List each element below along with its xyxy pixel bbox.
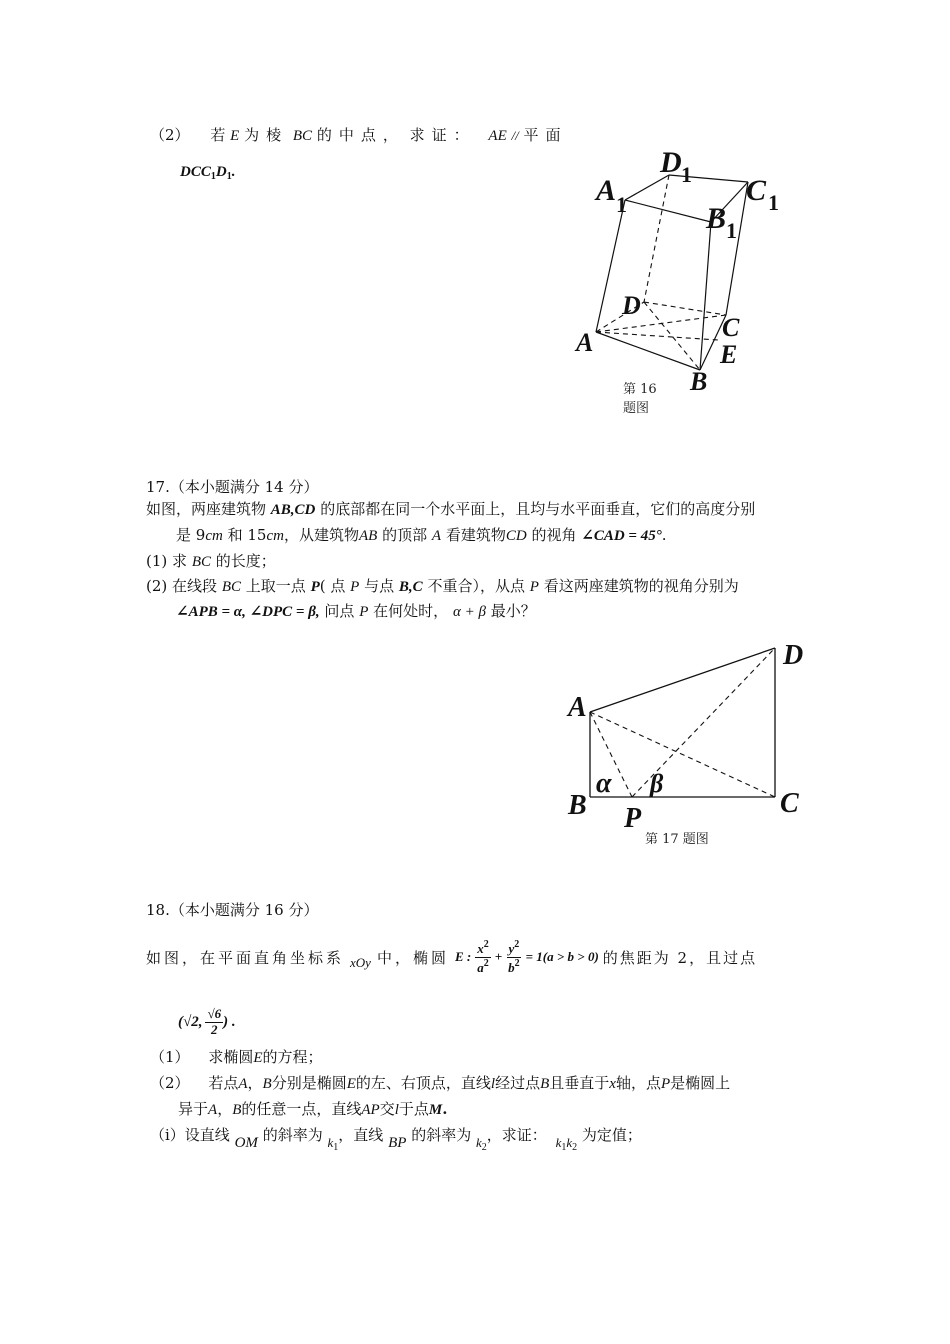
q17-text: (1) 求 (146, 552, 188, 570)
label-d1: D (660, 146, 682, 179)
q17-line2 (176, 524, 667, 545)
q18-text: 中，椭圆 (376, 948, 449, 967)
q18-text: 经过点 (495, 1074, 541, 1092)
q16-text: 求证： (409, 126, 476, 144)
label-e: E (720, 340, 738, 369)
q17-unit: cm (205, 528, 223, 544)
q16-plane-d: D (215, 164, 227, 180)
figure-17-buildings (560, 636, 820, 836)
q18-text: 轴，点 (615, 1074, 661, 1092)
q18-text: 交 (379, 1100, 395, 1118)
q17-text: ( 点 (319, 577, 346, 595)
hidden-edge-d-c (644, 302, 726, 315)
q17-var: AB,CD (270, 502, 316, 518)
q17-text: 在何处时， (373, 602, 449, 620)
q18-text: 分别是椭圆 (271, 1074, 347, 1092)
edge-a1-a (596, 200, 625, 332)
q18-var-k: k (327, 1135, 334, 1150)
q18-text: 的斜率为 (411, 1126, 472, 1144)
q16-var-e: E (230, 128, 240, 144)
q17-var: BC (221, 579, 241, 595)
q18-line1 (146, 932, 757, 982)
q16-text: 平面 (523, 126, 568, 144)
line-a-d (590, 648, 775, 712)
q16-sub: 1 (226, 171, 232, 182)
q18-part2 (150, 1072, 730, 1093)
q17-var: CD (505, 528, 527, 544)
q18-text: . (442, 1100, 448, 1118)
q18-var-xoy: xOy (350, 955, 371, 970)
q18-x: x (477, 941, 484, 957)
q17-text: (2) 在线段 (146, 577, 218, 595)
q18-equation-rhs: = 1(a > b > 0) (525, 949, 599, 964)
q17-text: . (661, 526, 667, 544)
q17-var: P (529, 579, 539, 595)
figure-16-parallelepiped (560, 130, 820, 400)
q18-var: B (262, 1076, 272, 1092)
hidden-edge-d1-d (644, 175, 669, 302)
q17-text: 如图，两座建筑物 (146, 500, 267, 518)
label-b1-sub: 1 (726, 218, 737, 243)
q18-var-k: k (475, 1135, 482, 1150)
q18-var: B (540, 1076, 550, 1092)
q17-text: 的顶部 (382, 526, 428, 544)
q18-sub: 2 (572, 1142, 578, 1153)
q17-text: 的长度； (215, 552, 276, 570)
q18-var: M (428, 1102, 443, 1118)
label-d: D (783, 640, 804, 671)
q18-var: B (232, 1102, 242, 1118)
label-c1-sub: 1 (768, 190, 779, 215)
q17-var: BC (191, 554, 211, 570)
q18-frac-x (475, 939, 491, 975)
q18-sup: 2 (483, 939, 489, 951)
q18-text: 异于 (178, 1100, 209, 1118)
q18-text: 的方程； (262, 1048, 323, 1066)
q18-text: （2） (150, 1074, 190, 1092)
q17-text: 上取一点 (245, 577, 306, 595)
q18-sub: 1 (333, 1142, 339, 1153)
q18-var: E (253, 1050, 263, 1066)
q18-var: A (208, 1102, 218, 1118)
label-b: B (690, 367, 708, 396)
q18-frac-y (506, 939, 522, 975)
q18-text: 若点 (208, 1074, 239, 1092)
q18-text: 的斜率为 (262, 1126, 323, 1144)
label-p: P (624, 803, 642, 834)
q18-text: ，直线 (338, 1126, 384, 1144)
q18-sqrt6: √6 (207, 1006, 222, 1022)
q18-var-k: k (555, 1135, 562, 1150)
q16-plane-dcc: DCC (180, 164, 211, 180)
q17-heading: 17.（本小题满分 14 分） (146, 478, 319, 496)
label-c1: C (746, 174, 767, 207)
edge-b1-b (700, 222, 711, 370)
q18-var: l (490, 1076, 496, 1092)
q17-text: 不重合），从点 (427, 577, 525, 595)
q17-var: B,C (398, 579, 423, 595)
q18-sub: 1 (561, 1142, 567, 1153)
q18-text: 如图，在平面直角坐标系 (146, 948, 345, 967)
q17-var: P (310, 579, 320, 595)
q18-var: AP (361, 1102, 380, 1118)
label-b: B (568, 790, 587, 821)
q18-var: BP (388, 1135, 407, 1151)
q17-text: 问点 (324, 602, 355, 620)
q17-unit: cm (266, 528, 284, 544)
q16-sub: 1 (210, 171, 216, 182)
q17-var: P (350, 579, 360, 595)
label-c: C (780, 788, 799, 819)
q17-part2-cont (176, 600, 536, 621)
q18-var: x (609, 1076, 616, 1092)
label-a: A (576, 328, 594, 357)
edge-a1-b1 (625, 200, 711, 222)
label-d: D (622, 291, 641, 320)
q17-text: 的视角 (531, 526, 577, 544)
q18-part2-i (150, 1124, 642, 1153)
q18-text: 且垂直于 (549, 1074, 610, 1092)
q18-var-k: k (566, 1135, 573, 1150)
q16-text: 的中点， (316, 126, 405, 144)
q18-text: （1） (150, 1048, 190, 1066)
q17-text: 是 9 (176, 526, 206, 544)
q18-text: （ⅰ）设直线 (150, 1126, 230, 1144)
q18-text: 于点 (398, 1100, 429, 1118)
q17-line1 (146, 498, 755, 519)
label-c: C (722, 313, 740, 342)
q17-text: 看建筑物 (445, 526, 506, 544)
q16-text: 为棱 (244, 126, 289, 144)
q18-text: 求椭圆 (208, 1048, 254, 1066)
q17-sum: α + β (452, 604, 486, 620)
figure-16-caption-line1: 第 16 (623, 382, 657, 397)
q18-den2: 2 (211, 1021, 218, 1037)
dash-a-c (590, 712, 775, 797)
q18-text: 为定值； (581, 1126, 642, 1144)
q16-part2-line1 (150, 124, 568, 145)
figure-16-caption-line2: 题图 (623, 401, 650, 416)
q18-sup: 2 (514, 939, 520, 951)
q18-a: a (477, 959, 484, 975)
q18-var: l (394, 1102, 399, 1118)
q18-text: ， (217, 1100, 233, 1118)
q18-sup: 2 (514, 957, 520, 969)
q17-angle: ∠CAD = 45° (581, 528, 662, 544)
q17-text: 和 15 (227, 526, 267, 544)
q17-text: 的底部都在同一个水平面上，且均与水平面垂直，它们的高度分别 (320, 500, 756, 518)
q18-text: 的任意一点，直线 (241, 1100, 362, 1118)
q16-parallel-symbol: // (511, 128, 519, 143)
q18-heading: 18.（本小题满分 16 分） (146, 901, 319, 919)
q17-text: 最小？ (490, 602, 536, 620)
q18-point-open: (√2, (178, 1013, 203, 1030)
q18-ellipse-name: E : (454, 949, 472, 964)
q18-y: y (508, 941, 515, 957)
q17-part1 (146, 550, 276, 571)
q16-var-bc: BC (292, 128, 313, 144)
q17-text: 与点 (364, 577, 395, 595)
figure-17-caption: 第 17 题图 (645, 832, 709, 847)
q16-text: 若 (210, 126, 226, 144)
q18-text: 的焦距为 2，且过点 (602, 948, 758, 967)
q17-text: ，从建筑物 (283, 526, 359, 544)
q17-angles: ∠APB = α, ∠DPC = β, (176, 604, 320, 620)
q16-plane-name (180, 164, 235, 182)
q18-frac-sqrt6 (205, 1007, 223, 1037)
q18-plus: + (494, 949, 503, 964)
q18-sup: 2 (483, 957, 489, 969)
label-beta: β (650, 769, 664, 798)
q17-text: 看这两座建筑物的视角分别为 (543, 577, 739, 595)
q17-var: P (359, 604, 369, 620)
label-alpha: α (596, 768, 612, 799)
q18-point-close: ) . (223, 1013, 236, 1030)
q16-dot: . (231, 164, 236, 180)
q18-sub: 2 (481, 1142, 487, 1153)
q17-var: A (431, 528, 442, 544)
q17-var: AB (358, 528, 378, 544)
label-a1-sub: 1 (616, 192, 627, 217)
q18-var: E (346, 1076, 356, 1092)
q18-b: b (508, 959, 515, 975)
q16-part-label: （2） (150, 126, 190, 144)
q18-part2-cont (178, 1098, 448, 1119)
q18-var: A (238, 1076, 248, 1092)
q18-var: OM (234, 1135, 258, 1151)
label-d1-sub: 1 (681, 162, 692, 187)
q18-var: P (660, 1076, 671, 1092)
q18-part1 (150, 1046, 323, 1067)
label-a1: A (596, 174, 617, 207)
label-b1: B (706, 202, 727, 235)
label-a: A (568, 692, 587, 723)
q18-text: ， (247, 1074, 263, 1092)
q17-part2 (146, 575, 739, 596)
q18-text: 的左、右顶点，直线 (355, 1074, 491, 1092)
q18-text: 是椭圆上 (670, 1074, 731, 1092)
q18-text: ，求证： (486, 1126, 547, 1144)
q18-point (178, 998, 236, 1046)
q16-var-ae: AE (488, 128, 507, 144)
